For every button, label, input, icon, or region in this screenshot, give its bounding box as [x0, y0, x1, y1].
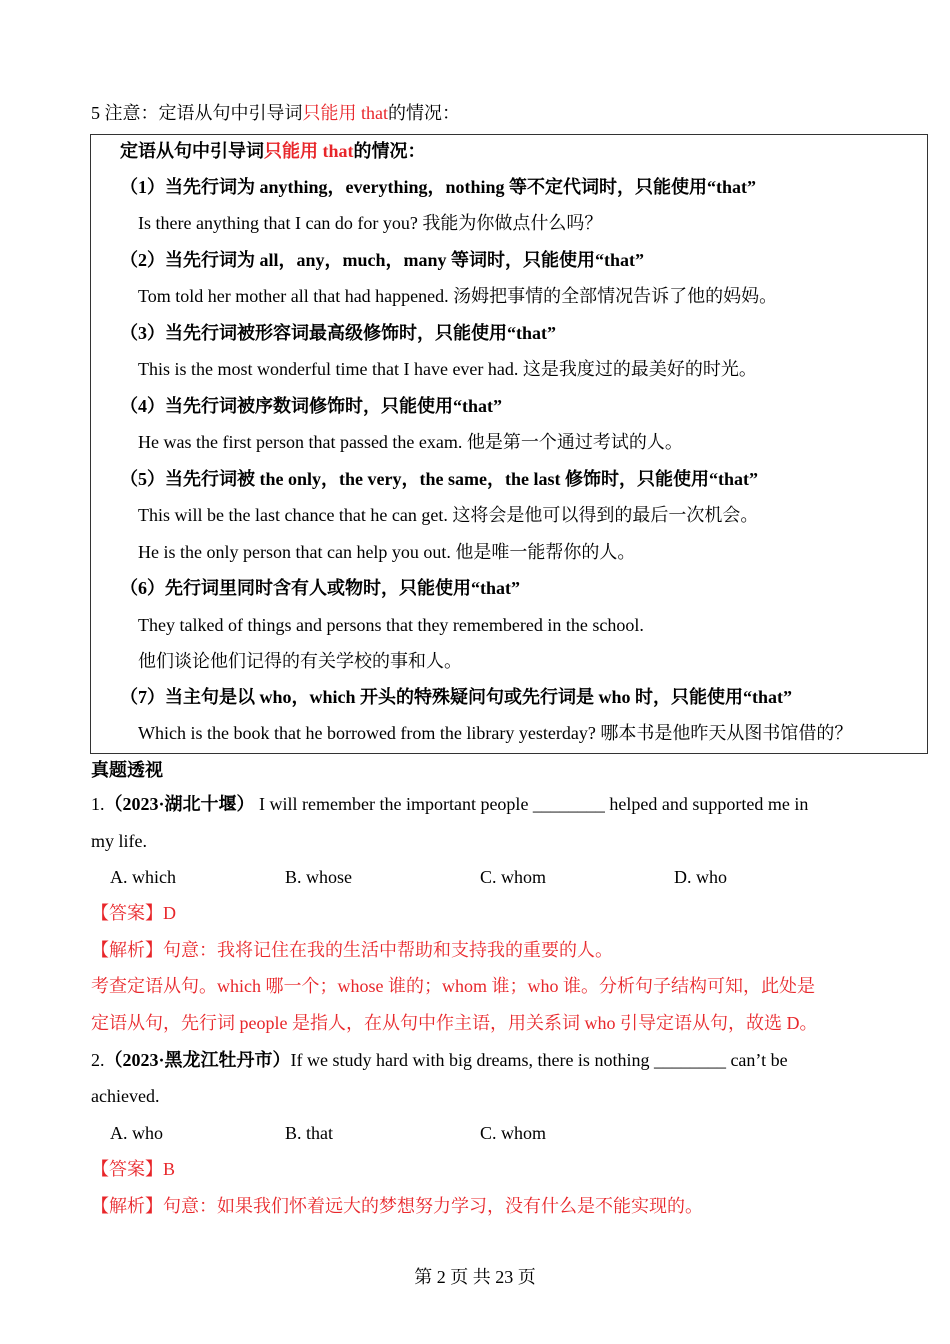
q1-option-c: C. whom — [480, 867, 547, 887]
q1-stem — [91, 792, 808, 816]
q1-option-a: A. which — [110, 867, 176, 887]
q1-analysis: 【解析】句意：我将记住在我的生活中帮助和支持我的重要的人。 — [91, 940, 613, 960]
q2-number: 2. — [91, 1050, 105, 1070]
q1-analysis: 考查定语从句。which 哪一个；whose 谁的；whom 谁；who 谁。分析句子结构可知，此处是 — [91, 976, 815, 996]
intro-prefix: 5 注意：定语从句中引导词 — [91, 103, 303, 123]
intro-suffix: 的情况： — [388, 103, 460, 123]
q2-option-c: C. whom — [480, 1123, 547, 1143]
q2-stem-line2: achieved. — [91, 1086, 160, 1106]
rule-heading: （5）当先行词被 the only，the very，the same，the last 修饰时，只能使用“that” — [120, 469, 758, 489]
section-title: 真题透视 — [91, 760, 163, 780]
box-title-highlight: 只能用 that — [264, 141, 354, 161]
q1-option-b: B. whose — [285, 867, 352, 887]
rule-example: Is there anything that I can do for you? 我能为你做点什么吗？ — [138, 213, 603, 233]
rule-heading: （3）当先行词被形容词最高级修饰时，只能使用“that” — [120, 323, 556, 343]
intro-line — [91, 101, 460, 125]
rule-example: This will be the last chance that he can get. 这将会是他可以得到的最后一次机会。 — [138, 505, 759, 525]
box-title — [120, 139, 426, 163]
box-title-suffix: 的情况： — [353, 141, 426, 161]
q2-answer: 【答案】B — [91, 1159, 176, 1179]
rule-example: 他们谈论他们记得的有关学校的事和人。 — [138, 651, 462, 671]
q2-analysis: 【解析】句意：如果我们怀着远大的梦想努力学习，没有什么是不能实现的。 — [91, 1196, 703, 1216]
q1-option-d: D. who — [674, 867, 727, 887]
rule-heading: （6）先行词里同时含有人或物时，只能使用“that” — [120, 578, 520, 598]
q1-stem-line2: my life. — [91, 831, 147, 851]
q2-stem — [91, 1048, 788, 1072]
q1-source: （2023·湖北十堰） — [104, 794, 255, 814]
intro-highlight: 只能用 that — [302, 103, 388, 123]
rule-heading: （4）当先行词被序数词修饰时，只能使用“that” — [120, 396, 502, 416]
rule-heading: （7）当主句是以 who，which 开头的特殊疑问句或先行词是 who 时，只能使用“that” — [120, 687, 793, 707]
rule-example: He is the only person that can help you out. 他是唯一能帮你的人。 — [138, 542, 636, 562]
rule-example: They talked of things and persons that they remembered in the school. — [138, 615, 644, 635]
rule-example: He was the first person that passed the exam. 他是第一个通过考试的人。 — [138, 432, 683, 452]
page-footer: 第 2 页 共 23 页 — [414, 1267, 536, 1287]
q1-analysis: 定语从句，先行词 people 是指人，在从句中作主语，用关系词 who 引导定语从句，故选 D。 — [91, 1013, 818, 1033]
rule-example: This is the most wonderful time that I have ever had. 这是我度过的最美好的时光。 — [138, 359, 757, 379]
rule-example: Tom told her mother all that had happened. 汤姆把事情的全部情况告诉了他的妈妈。 — [138, 286, 778, 306]
q2-option-b: B. that — [285, 1123, 333, 1143]
q1-stem-text: I will remember the important people ________ helped and supported me in — [254, 794, 809, 814]
q1-number: 1. — [91, 794, 105, 814]
box-title-prefix: 定语从句中引导词 — [120, 141, 264, 161]
rule-heading: （1）当先行词为 anything，everything，nothing 等不定代词时，只能使用“that” — [120, 177, 757, 197]
q2-option-a: A. who — [110, 1123, 163, 1143]
q2-stem-text: If we study hard with big dreams, there is nothing ________ can’t be — [290, 1050, 788, 1070]
rule-example: Which is the book that he borrowed from the library yesterday? 哪本书是他昨天从图书馆借的？ — [138, 723, 853, 743]
q1-answer: 【答案】D — [91, 903, 176, 923]
q2-source: （2023·黑龙江牡丹市） — [104, 1050, 291, 1070]
rule-heading: （2）当先行词为 all，any，much，many 等词时，只能使用“that” — [120, 250, 645, 270]
